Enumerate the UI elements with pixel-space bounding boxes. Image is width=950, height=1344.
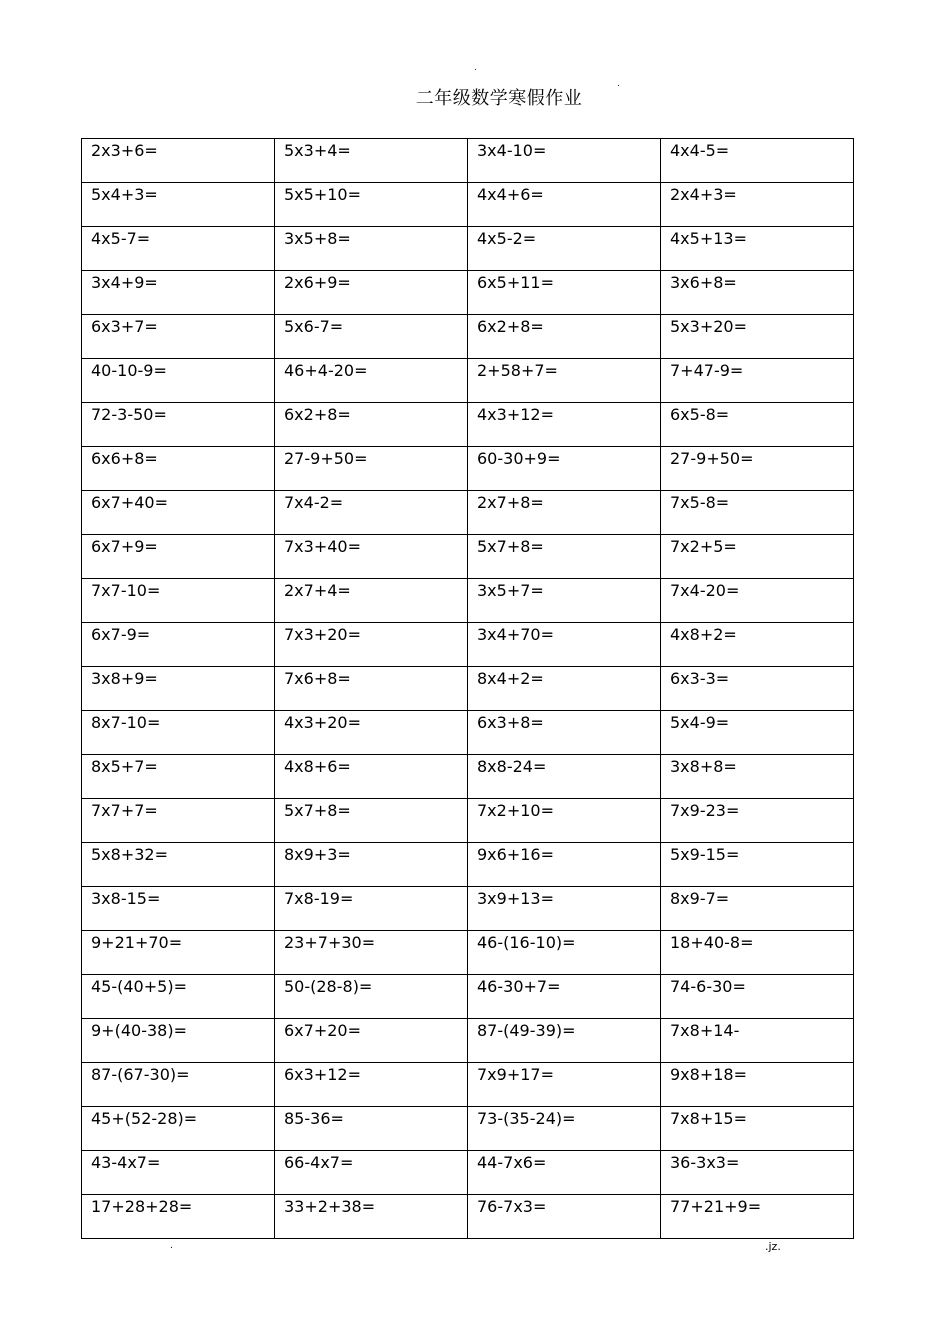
- problem-cell: 18+40-8=: [661, 931, 854, 975]
- problem-cell: 7x3+40=: [275, 535, 468, 579]
- problem-cell: 7x7+7=: [82, 799, 275, 843]
- table-row: [82, 975, 854, 1019]
- problem-cell: 2x4+3=: [661, 183, 854, 227]
- problem-cell: 5x7+8=: [468, 535, 661, 579]
- problem-cell: 6x3+8=: [468, 711, 661, 755]
- problem-cell: 6x2+8=: [468, 315, 661, 359]
- problem-cell: 76-7x3=: [468, 1195, 661, 1239]
- problem-cell: 3x5+8=: [275, 227, 468, 271]
- problem-cell: 7x5-8=: [661, 491, 854, 535]
- problem-cell: 87-(67-30)=: [82, 1063, 275, 1107]
- problem-cell: 3x8+8=: [661, 755, 854, 799]
- problem-cell: 7x2+5=: [661, 535, 854, 579]
- problem-cell: 3x6+8=: [661, 271, 854, 315]
- problem-cell: 45+(52-28)=: [82, 1107, 275, 1151]
- table-row: [82, 887, 854, 931]
- table-row: [82, 623, 854, 667]
- problem-cell: 6x5-8=: [661, 403, 854, 447]
- problem-cell: 4x8+2=: [661, 623, 854, 667]
- problem-cell: 5x9-15=: [661, 843, 854, 887]
- problem-cell: 7x3+20=: [275, 623, 468, 667]
- problem-cell: 4x8+6=: [275, 755, 468, 799]
- page-title: 二年级数学寒假作业: [415, 88, 583, 109]
- problem-cell: 66-4x7=: [275, 1151, 468, 1195]
- table-row: [82, 491, 854, 535]
- problem-cell: 4x5-7=: [82, 227, 275, 271]
- problem-cell: 4x5-2=: [468, 227, 661, 271]
- table-row: [82, 1151, 854, 1195]
- problem-cell: 46-(16-10)=: [468, 931, 661, 975]
- problem-cell: 8x5+7=: [82, 755, 275, 799]
- problem-cell: 3x4+9=: [82, 271, 275, 315]
- problem-cell: 7x8-19=: [275, 887, 468, 931]
- problem-cell: 27-9+50=: [275, 447, 468, 491]
- problem-cell: 72-3-50=: [82, 403, 275, 447]
- table-row: [82, 315, 854, 359]
- problem-cell: 46+4-20=: [275, 359, 468, 403]
- table-row: [82, 535, 854, 579]
- problem-cell: 5x5+10=: [275, 183, 468, 227]
- problem-cell: 33+2+38=: [275, 1195, 468, 1239]
- problem-cell: 6x7+40=: [82, 491, 275, 535]
- table-row: [82, 447, 854, 491]
- problem-cell: 2x6+9=: [275, 271, 468, 315]
- problem-cell: 2+58+7=: [468, 359, 661, 403]
- problem-cell: 36-3x3=: [661, 1151, 854, 1195]
- problem-cell: 45-(40+5)=: [82, 975, 275, 1019]
- problem-cell: 40-10-9=: [82, 359, 275, 403]
- problem-cell: 7x2+10=: [468, 799, 661, 843]
- worksheet-body: [82, 139, 854, 1239]
- problem-cell: 7x9-23=: [661, 799, 854, 843]
- problem-cell: 5x7+8=: [275, 799, 468, 843]
- table-row: [82, 711, 854, 755]
- problem-cell: 5x4-9=: [661, 711, 854, 755]
- problem-cell: 3x4-10=: [468, 139, 661, 183]
- problem-cell: 5x3+20=: [661, 315, 854, 359]
- problem-cell: 6x3+7=: [82, 315, 275, 359]
- problem-cell: 7x7-10=: [82, 579, 275, 623]
- table-row: [82, 1107, 854, 1151]
- problem-cell: 43-4x7=: [82, 1151, 275, 1195]
- problem-cell: 44-7x6=: [468, 1151, 661, 1195]
- top-dot-mark: .: [617, 79, 620, 89]
- problem-cell: 3x8-15=: [82, 887, 275, 931]
- problem-cell: 6x3+12=: [275, 1063, 468, 1107]
- table-row: [82, 271, 854, 315]
- problem-cell: 7x4-2=: [275, 491, 468, 535]
- problem-cell: 8x9+3=: [275, 843, 468, 887]
- table-row: [82, 227, 854, 271]
- problem-cell: 85-36=: [275, 1107, 468, 1151]
- problem-cell: 9+(40-38)=: [82, 1019, 275, 1063]
- table-row: [82, 579, 854, 623]
- problem-cell: 4x3+12=: [468, 403, 661, 447]
- footer-right-mark: .jz.: [765, 1240, 781, 1253]
- problem-cell: 3x9+13=: [468, 887, 661, 931]
- problem-cell: 8x7-10=: [82, 711, 275, 755]
- problem-cell: 5x6-7=: [275, 315, 468, 359]
- problem-cell: 8x4+2=: [468, 667, 661, 711]
- problem-cell: 27-9+50=: [661, 447, 854, 491]
- problem-cell: 2x3+6=: [82, 139, 275, 183]
- problem-cell: 3x5+7=: [468, 579, 661, 623]
- table-row: [82, 667, 854, 711]
- problem-cell: 6x7+9=: [82, 535, 275, 579]
- problem-cell: 9x8+18=: [661, 1063, 854, 1107]
- problem-cell: 2x7+8=: [468, 491, 661, 535]
- table-row: [82, 183, 854, 227]
- problem-cell: 7x9+17=: [468, 1063, 661, 1107]
- problem-cell: 9+21+70=: [82, 931, 275, 975]
- problem-cell: 4x4-5=: [661, 139, 854, 183]
- problem-cell: 77+21+9=: [661, 1195, 854, 1239]
- table-row: [82, 931, 854, 975]
- problem-cell: 7x8+15=: [661, 1107, 854, 1151]
- problem-cell: 46-30+7=: [468, 975, 661, 1019]
- table-row: [82, 403, 854, 447]
- problem-cell: 8x9-7=: [661, 887, 854, 931]
- problem-cell: 3x4+70=: [468, 623, 661, 667]
- table-row: [82, 1019, 854, 1063]
- problem-cell: 5x3+4=: [275, 139, 468, 183]
- problem-cell: 2x7+4=: [275, 579, 468, 623]
- table-row: [82, 1063, 854, 1107]
- problem-cell: 4x5+13=: [661, 227, 854, 271]
- table-row: [82, 359, 854, 403]
- problem-cell: 9x6+16=: [468, 843, 661, 887]
- problem-cell: 50-(28-8)=: [275, 975, 468, 1019]
- table-row: [82, 799, 854, 843]
- problem-cell: 5x4+3=: [82, 183, 275, 227]
- top-dot-mark: .: [474, 63, 477, 73]
- table-row: [82, 755, 854, 799]
- worksheet-table: [81, 138, 854, 1239]
- problem-cell: 6x6+8=: [82, 447, 275, 491]
- problem-cell: 60-30+9=: [468, 447, 661, 491]
- problem-cell: 4x4+6=: [468, 183, 661, 227]
- problem-cell: 6x7+20=: [275, 1019, 468, 1063]
- problem-cell: 17+28+28=: [82, 1195, 275, 1239]
- problem-cell: 7x8+14-: [661, 1019, 854, 1063]
- problem-cell: 7x6+8=: [275, 667, 468, 711]
- table-row: [82, 139, 854, 183]
- problem-cell: 6x5+11=: [468, 271, 661, 315]
- footer-left-mark: .: [170, 1241, 173, 1251]
- problem-cell: 73-(35-24)=: [468, 1107, 661, 1151]
- problem-cell: 5x8+32=: [82, 843, 275, 887]
- table-row: [82, 843, 854, 887]
- problem-cell: 4x3+20=: [275, 711, 468, 755]
- problem-cell: 87-(49-39)=: [468, 1019, 661, 1063]
- problem-cell: 74-6-30=: [661, 975, 854, 1019]
- problem-cell: 6x2+8=: [275, 403, 468, 447]
- problem-cell: 6x7-9=: [82, 623, 275, 667]
- problem-cell: 3x8+9=: [82, 667, 275, 711]
- problem-cell: 7+47-9=: [661, 359, 854, 403]
- problem-cell: 8x8-24=: [468, 755, 661, 799]
- problem-cell: 23+7+30=: [275, 931, 468, 975]
- problem-cell: 6x3-3=: [661, 667, 854, 711]
- problem-cell: 7x4-20=: [661, 579, 854, 623]
- table-row: [82, 1195, 854, 1239]
